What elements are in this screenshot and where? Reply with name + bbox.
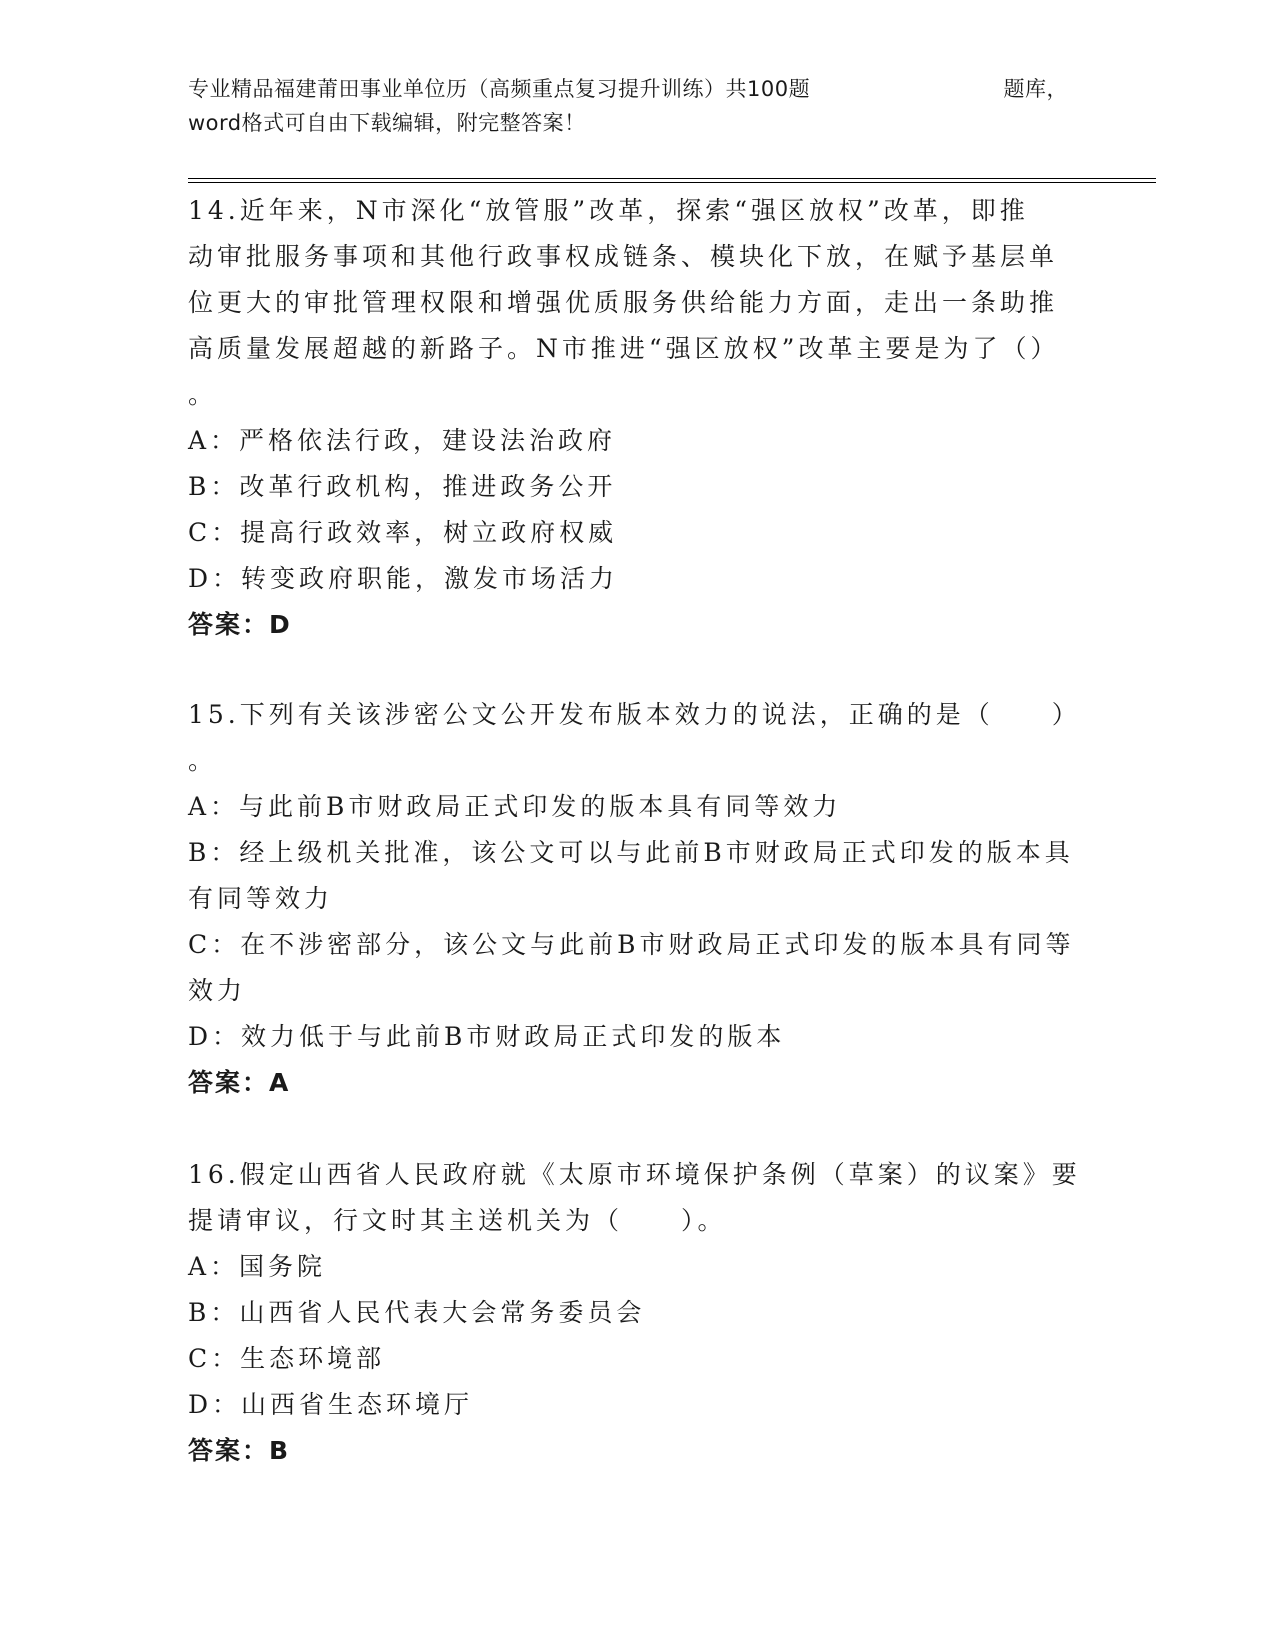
header-divider-top [188, 178, 1156, 179]
question-stem-line: 位更大的审批管理权限和增强优质服务供给能力方面，走出一条助推 [188, 288, 1059, 317]
option-d: D：效力低于与此前B市财政局正式印发的版本 [188, 1022, 786, 1051]
question-16 [188, 1152, 1088, 1474]
option-a: A：与此前B市财政局正式印发的版本具有同等效力 [188, 792, 842, 821]
question-stem-line: 14.近年来，N市深化“放管服”改革，探索“强区放权”改革，即推 [188, 196, 1029, 225]
question-stem-line: 15.下列有关该涉密公文公开发布版本效力的说法，正确的是（ ） [188, 700, 1081, 729]
header-title: 专业精品福建莆田事业单位历（高频重点复习提升训练）共100题 [188, 77, 811, 101]
option-c: C：提高行政效率，树立政府权威 [188, 518, 618, 547]
question-stem-line: 16.假定山西省人民政府就《太原市环境保护条例（草案）的议案》要 [188, 1160, 1081, 1189]
header-title-line [188, 72, 1068, 106]
option-c: C：在不涉密部分，该公文与此前B市财政局正式印发的版本具有同等 [188, 930, 1075, 959]
header-title-suffix: 题库， [1003, 77, 1068, 101]
option-c-continued: 效力 [188, 976, 247, 1005]
option-b-continued: 有同等效力 [188, 884, 334, 913]
answer-label: 答案：D [188, 610, 292, 639]
document-header [188, 72, 1068, 140]
question-15 [188, 692, 1088, 1106]
answer-label: 答案：A [188, 1068, 291, 1097]
answer-label: 答案：B [188, 1436, 291, 1465]
question-stem-line: 。 [188, 380, 218, 409]
header-subtitle: word格式可自由下载编辑，附完整答案！ [188, 111, 586, 135]
option-a: A：国务院 [188, 1252, 327, 1281]
option-b: B：改革行政机构，推进政务公开 [188, 472, 617, 501]
option-a: A：严格依法行政，建设法治政府 [188, 426, 617, 455]
question-stem-line: 。 [188, 746, 218, 775]
question-stem-line: 提请审议，行文时其主送机关为（ ）。 [188, 1206, 727, 1235]
option-c: C：生态环境部 [188, 1344, 386, 1373]
option-b: B：山西省人民代表大会常务委员会 [188, 1298, 646, 1327]
question-stem-line: 高质量发展超越的新路子。N市推进“强区放权”改革主要是为了（） [188, 334, 1060, 363]
question-stem-line: 动审批服务事项和其他行政事权成链条、模块化下放，在赋予基层单 [188, 242, 1059, 271]
header-divider-bottom [188, 182, 1156, 183]
option-b: B：经上级机关批准，该公文可以与此前B市财政局正式印发的版本具 [188, 838, 1074, 867]
option-d: D：山西省生态环境厅 [188, 1390, 474, 1419]
option-d: D：转变政府职能，激发市场活力 [188, 564, 619, 593]
question-14 [188, 188, 1088, 648]
